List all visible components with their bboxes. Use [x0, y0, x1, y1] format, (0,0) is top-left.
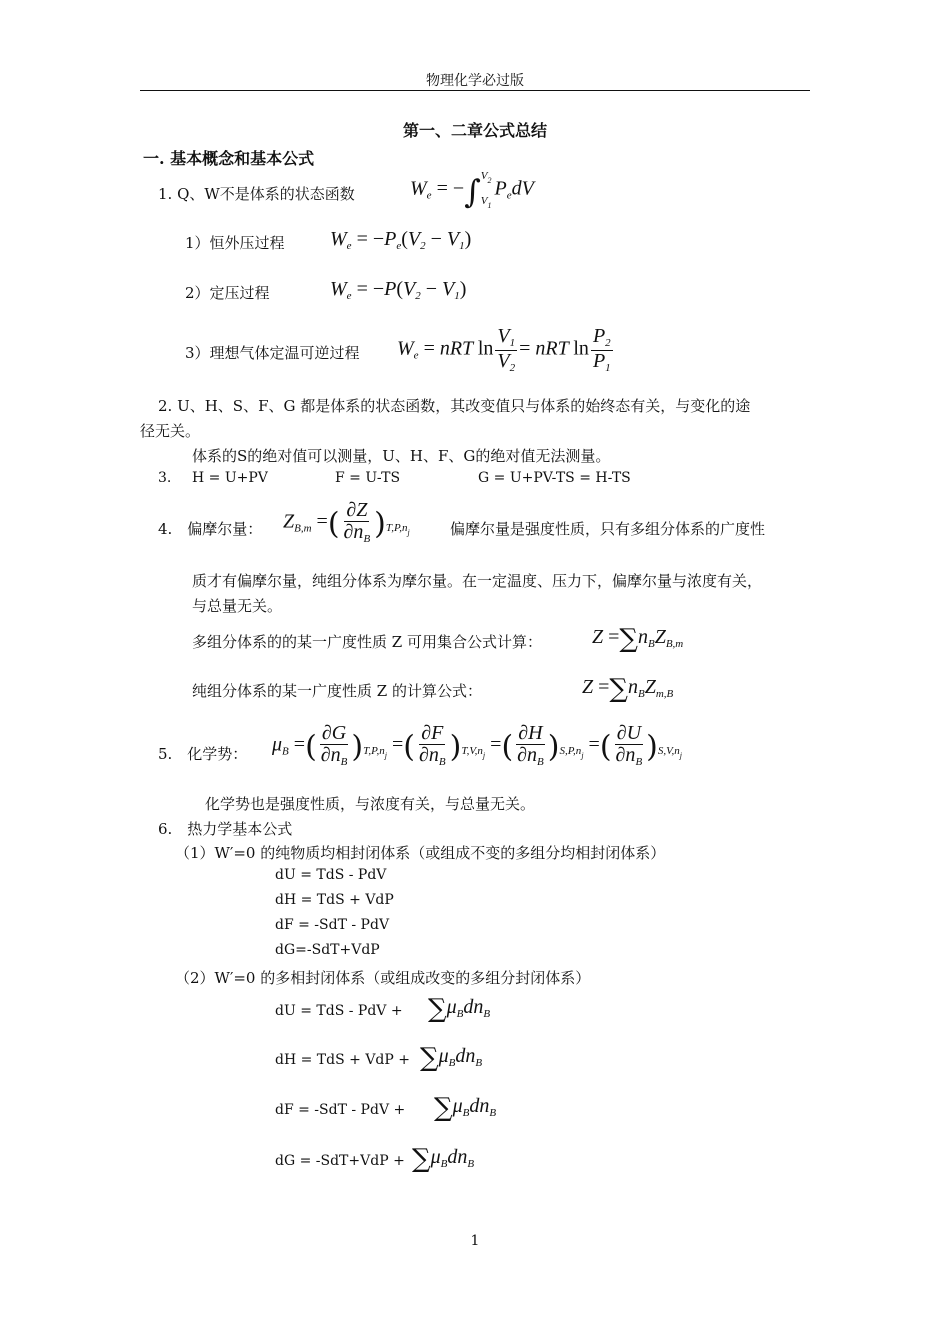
- item2-line3: 体系的S的绝对值可以测量，U、H、F、G的绝对值无法测量。: [192, 447, 611, 465]
- item4-pure-text: 纯组分体系的某一广度性质 Z 的计算公式：: [192, 682, 482, 700]
- equation-dU: dU = TdS - PdV: [275, 867, 387, 883]
- chapter-title: 第一、二章公式总结: [402, 121, 547, 140]
- formula-partial-molar: $Z_{B,m}$ =( $\frac{\partial Z}{\partial n_B}$ )$_{T,P,n_j}$: [283, 499, 410, 545]
- page-number: 1: [470, 1233, 480, 1249]
- equation-dH: dH = TdS + VdP: [275, 892, 394, 908]
- item4-line3: 与总量无关。: [192, 597, 283, 615]
- formula-const-pressure: $W_e = -P(V_2 - V_1)$: [330, 278, 467, 302]
- sub3-text: 3）理想气体定温可逆过程: [185, 344, 360, 362]
- item6-case2: （2）W′=0 的多相封闭体系（或组成改变的多组分封闭体系）: [175, 969, 591, 987]
- item6-case1: （1）W′=0 的纯物质均相封闭体系（或组成不变的多组分均相封闭体系）: [175, 844, 666, 862]
- equation-dH-open-text: dH = TdS + VdP +: [275, 1052, 410, 1068]
- item3-number: 3.: [158, 470, 172, 486]
- item4-multi-text: 多组分体系的的某一广度性质 Z 可用集合公式计算：: [192, 633, 542, 651]
- header-rule: [140, 90, 810, 91]
- sum-term-dH: $\sum\mu_Bdn_B$: [420, 1043, 483, 1073]
- formula-isothermal-reversible: $W_e$ = nRT ln $\frac{V_1}{V_2}$ = nRT ln $\frac{P_2}{P_1}$: [397, 325, 611, 374]
- sub1-text: 1）恒外压过程: [185, 234, 285, 252]
- formula-helmholtz: F = U-TS: [335, 470, 401, 486]
- item2-line2: 径无关。: [140, 422, 201, 440]
- equation-dG-open: [275, 1153, 405, 1169]
- formula-const-ext-pressure: $W_e = -P_e(V_2 - V_1)$: [330, 228, 472, 252]
- equation-dG: dG=-SdT+VdP: [275, 942, 380, 958]
- formula-gibbs: G = U+PV-TS = H-TS: [478, 470, 631, 486]
- sum-term-dG: $\sum\mu_Bdn_B$: [412, 1144, 475, 1174]
- equation-dF-open: [275, 1102, 405, 1118]
- item5-note: 化学势也是强度性质，与浓度有关，与总量无关。: [205, 795, 536, 813]
- section-heading: 一. 基本概念和基本公式: [143, 149, 315, 168]
- formula-pure: $Z =\sum n_BZ_{m,B}$: [582, 674, 674, 704]
- item1-text: 1. Q、W不是体系的状态函数: [158, 185, 355, 203]
- equation-dU-open: [275, 1003, 403, 1019]
- sum-term-dF: $\sum\mu_Bdn_B$: [434, 1093, 497, 1123]
- item2-line1: 2. U、H、S、F、G 都是体系的状态函数，其改变值只与体系的始终态有关，与变化的途: [158, 397, 751, 415]
- page-header: 物理化学必过版: [426, 73, 524, 89]
- equation-dG-open-text: dG = -SdT+VdP +: [275, 1153, 405, 1169]
- formula-work-integral: $W_e$ = −∫ $V_2$ $V_1$ $P_edV$: [410, 170, 534, 211]
- item4-desc: 偏摩尔量是强度性质，只有多组分体系的广度性: [450, 520, 766, 538]
- item4-label: 4. 偏摩尔量：: [158, 520, 263, 538]
- equation-dF: dF = -SdT - PdV: [275, 917, 390, 933]
- equation-dU-open-text: dU = TdS - PdV +: [275, 1003, 403, 1019]
- item6-label: 6. 热力学基本公式: [158, 820, 293, 838]
- sub2-text: 2）定压过程: [185, 284, 270, 302]
- equation-dH-open: [275, 1052, 410, 1068]
- formula-chemical-potential: $\mu_B$ =( $\frac{\partial G}{\partial n_B}$ )$_{T,P,n_j}$ =( $\frac{\partial F}{\partial n_B}$ )$_{T,V,n_j}$ =( $\frac{\partial H}{\partial n_B}$ )$_{S,P,n_j}$ =( $\frac{\partial U}{\partial n_B}$ )$_{S,V,n_j}$: [272, 722, 682, 768]
- equation-dF-open-text: dF = -SdT - PdV +: [275, 1102, 406, 1118]
- formula-enthalpy: H = U+PV: [192, 470, 268, 486]
- item4-line2: 质才有偏摩尔量，纯组分体系为摩尔量。在一定温度、压力下，偏摩尔量与浓度有关，: [192, 572, 763, 590]
- formula-collective: $Z =\sum n_BZ_{B,m}$: [592, 624, 684, 654]
- sum-term-dU: $\sum\mu_Bdn_B$: [428, 994, 491, 1024]
- item5-label: 5. 化学势：: [158, 745, 248, 763]
